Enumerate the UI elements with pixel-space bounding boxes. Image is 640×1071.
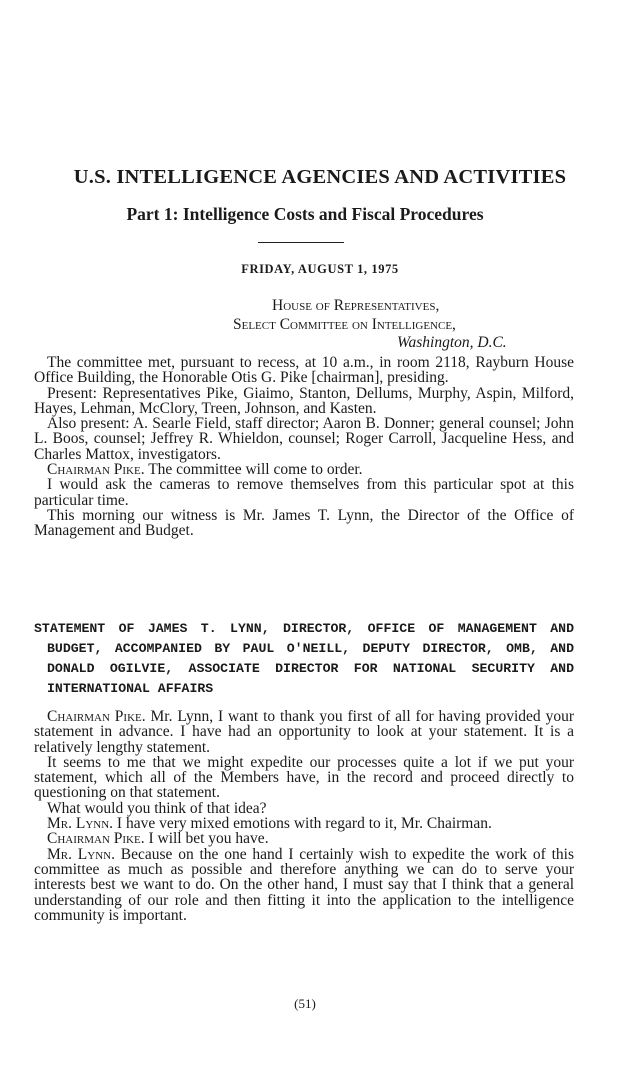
speaker-name: Chairman Pike. — [47, 830, 145, 848]
speaker-name: Mr. Lynn. — [47, 815, 114, 833]
address-line-city: Washington, D.C. — [397, 334, 507, 351]
intro-paragraph: The committee met, pursuant to recess, at 10 a.m., in room 2118, Rayburn House Office Building, the Honorable Otis G. Pike [chairman], presiding. — [34, 354, 574, 387]
speech-text: I will bet you have. — [144, 830, 269, 848]
speech-text: I would ask the cameras to remove themselves from this particular spot at this particular time. — [34, 476, 574, 509]
speech-text: What would you think of that idea? — [47, 799, 267, 817]
intro-section — [34, 355, 574, 539]
speaker-name: Chairman Pike. — [47, 708, 146, 725]
transcript-paragraph — [34, 462, 574, 477]
statement-heading: STATEMENT OF JAMES T. LYNN, DIRECTOR, OFFICE OF MANAGEMENT AND BUDGET, ACCOMPANIED BY PAUL O'NEILL, DEPUTY DIRECTOR, OMB, AND DONALD OGILVIE, ASSOCIATE DIRECTOR FOR NATIONAL SECURITY AND INTERNATIONAL AFFAIRS — [34, 621, 574, 696]
speaker-name: Chairman Pike. — [47, 461, 145, 479]
page-number: (51) — [294, 996, 316, 1011]
document-title: U.S. INTELLIGENCE AGENCIES AND ACTIVITIES — [73, 166, 567, 188]
transcript-paragraph — [34, 847, 574, 923]
transcript-paragraph — [34, 801, 574, 816]
transcript-paragraph — [34, 816, 574, 831]
statement-heading-block — [34, 619, 574, 699]
intro-paragraph: Also present: A. Searle Field, staff director; Aaron B. Donner; general counsel; John L. Boos, counsel; Jeffrey R. Whieldon, counsel; Roger Carroll, Jacqueline Hess, and Charles Mattox, investigators. — [34, 415, 574, 463]
transcript-paragraph — [34, 709, 574, 755]
title-divider — [258, 242, 344, 243]
transcript-paragraph — [34, 477, 574, 508]
speech-text: Mr. Lynn, I want to thank you first of all for having provided your statement in advance. I have had an opportunity to look at your statement. It is a relatively lengthy statement. — [34, 708, 574, 756]
speech-text: The committee will come to order. — [144, 461, 363, 479]
transcript-paragraph — [34, 508, 574, 539]
address-line-committee: Select Committee on Intelligence, — [233, 316, 456, 333]
intro-paragraph: Present: Representatives Pike, Giaimo, Stanton, Dellums, Murphy, Aspin, Milford, Hayes, Lehman, McClory, Treen, Johnson, and Kasten. — [34, 384, 574, 417]
transcript-paragraph — [34, 831, 574, 846]
speaker-name: Mr. Lynn. — [47, 845, 115, 863]
transcript-paragraph — [34, 755, 574, 801]
document-subtitle: Part 1: Intelligence Costs and Fiscal Procedures — [126, 204, 484, 224]
address-line-house: House of Representatives, — [272, 297, 440, 314]
exchange-section — [34, 709, 574, 923]
speech-text: It seems to me that we might expedite our processes quite a lot if we put your statement, which all of the Members have, in the record and proceed directly to questioning on that statement. — [34, 753, 574, 802]
speech-text: I have very mixed emotions with regard to it, Mr. Chairman. — [113, 815, 492, 833]
speech-text: Because on the one hand I certainly wish to expedite the work of this committee as much as possible and therefore anything we can do to serve your interests best we want to do. On the other hand, I must say that I think that a general understanding of our role and then fitting it into the application to the intelligence community is important. — [34, 845, 574, 924]
speech-text: This morning our witness is Mr. James T. Lynn, the Director of the Office of Management and Budget. — [34, 506, 574, 540]
hearing-date: FRIDAY, AUGUST 1, 1975 — [241, 262, 399, 276]
